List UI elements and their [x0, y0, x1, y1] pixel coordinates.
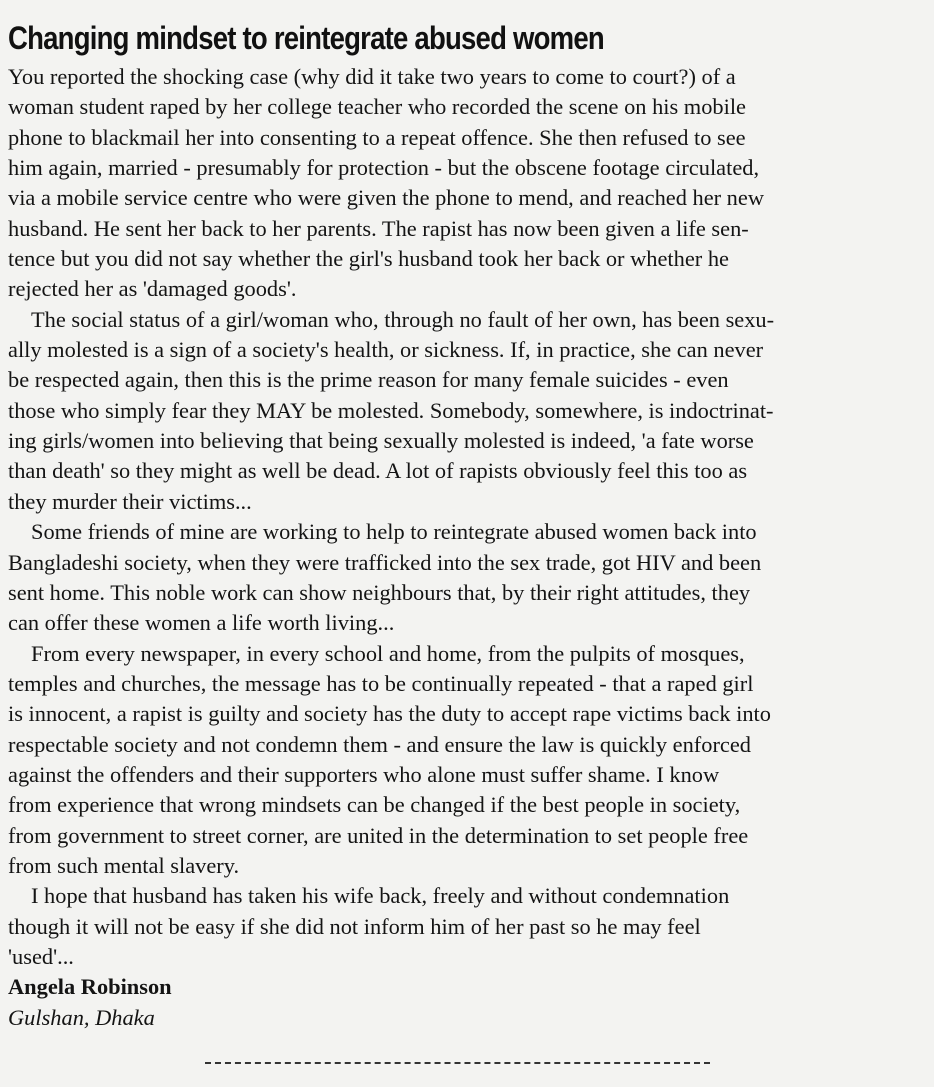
text-line: can offer these women a life worth living... — [8, 610, 395, 636]
text-line: I hope that husband has taken his wife back, freely and without condemnation — [31, 883, 730, 909]
text-line: via a mobile service centre who were given the phone to mend, and reached her new — [8, 185, 764, 211]
text-line: be respected again, then this is the prime reason for many female suicides - even — [8, 367, 729, 393]
text-line: is innocent, a rapist is guilty and society has the duty to accept rape victims back into — [8, 701, 771, 727]
text-line: against the offenders and their supporters who alone must suffer shame. I know — [8, 761, 720, 787]
letter-body — [8, 62, 928, 972]
letter-to-editor — [8, 18, 928, 1033]
text-line: sent home. This noble work can show neighbours that, by their right attitudes, they — [8, 579, 751, 605]
text-line: Some friends of mine are working to help to reintegrate abused women back into — [31, 519, 757, 545]
text-line: from such mental slavery. — [8, 852, 240, 878]
text-line: from government to street corner, are united in the determination to set people free — [8, 822, 749, 848]
text-line: temples and churches, the message has to be continually repeated - that a raped girl — [8, 670, 754, 696]
author-location: Gulshan, Dhaka — [8, 1004, 155, 1030]
text-line: from experience that wrong mindsets can be changed if the best people in society, — [8, 792, 741, 818]
paragraph-2 — [8, 305, 928, 517]
text-line: rejected her as 'damaged goods'. — [8, 276, 297, 302]
author-name: Angela Robinson — [8, 974, 172, 1000]
text-line: him again, married - presumably for protection - but the obscene footage circulated, — [8, 155, 760, 181]
text-line: The social status of a girl/woman who, through no fault of her own, has been sexu- — [31, 306, 775, 332]
text-line: ing girls/women into believing that being sexually molested is indeed, 'a fate worse — [8, 428, 754, 454]
paragraph-5 — [8, 881, 928, 972]
text-line: 'used'... — [8, 943, 74, 969]
text-line: ally molested is a sign of a society's health, or sickness. If, in practice, she can never — [8, 337, 764, 363]
text-line: they murder their victims... — [8, 488, 252, 514]
text-line: husband. He sent her back to her parents. The rapist has now been given a life sen- — [8, 215, 749, 241]
text-line: phone to blackmail her into consenting to a repeat offence. She then refused to see — [8, 124, 746, 150]
paragraph-4 — [8, 639, 928, 882]
paragraph-3 — [8, 517, 928, 638]
text-line: respectable society and not condemn them - and ensure the law is quickly enforced — [8, 731, 751, 757]
text-line: woman student raped by her college teacher who recorded the scene on his mobile — [8, 94, 746, 120]
text-line: though it will not be easy if she did not inform him of her past so he may feel — [8, 913, 701, 939]
text-line: Bangladeshi society, when they were trafficked into the sex trade, got HIV and been — [8, 549, 762, 575]
text-line: those who simply fear they MAY be molested. Somebody, somewhere, is indoctrinat- — [8, 397, 774, 423]
paragraph-1 — [8, 62, 928, 305]
dashed-separator — [205, 1062, 710, 1064]
text-line: tence but you did not say whether the girl's husband took her back or whether he — [8, 246, 729, 272]
text-line: than death' so they might as well be dead. A lot of rapists obviously feel this too as — [8, 458, 748, 484]
text-line: You reported the shocking case (why did it take two years to come to court?) of a — [8, 64, 736, 89]
headline: Changing mindset to reintegrate abused women — [8, 20, 604, 56]
text-line: From every newspaper, in every school and home, from the pulpits of mosques, — [31, 640, 745, 666]
